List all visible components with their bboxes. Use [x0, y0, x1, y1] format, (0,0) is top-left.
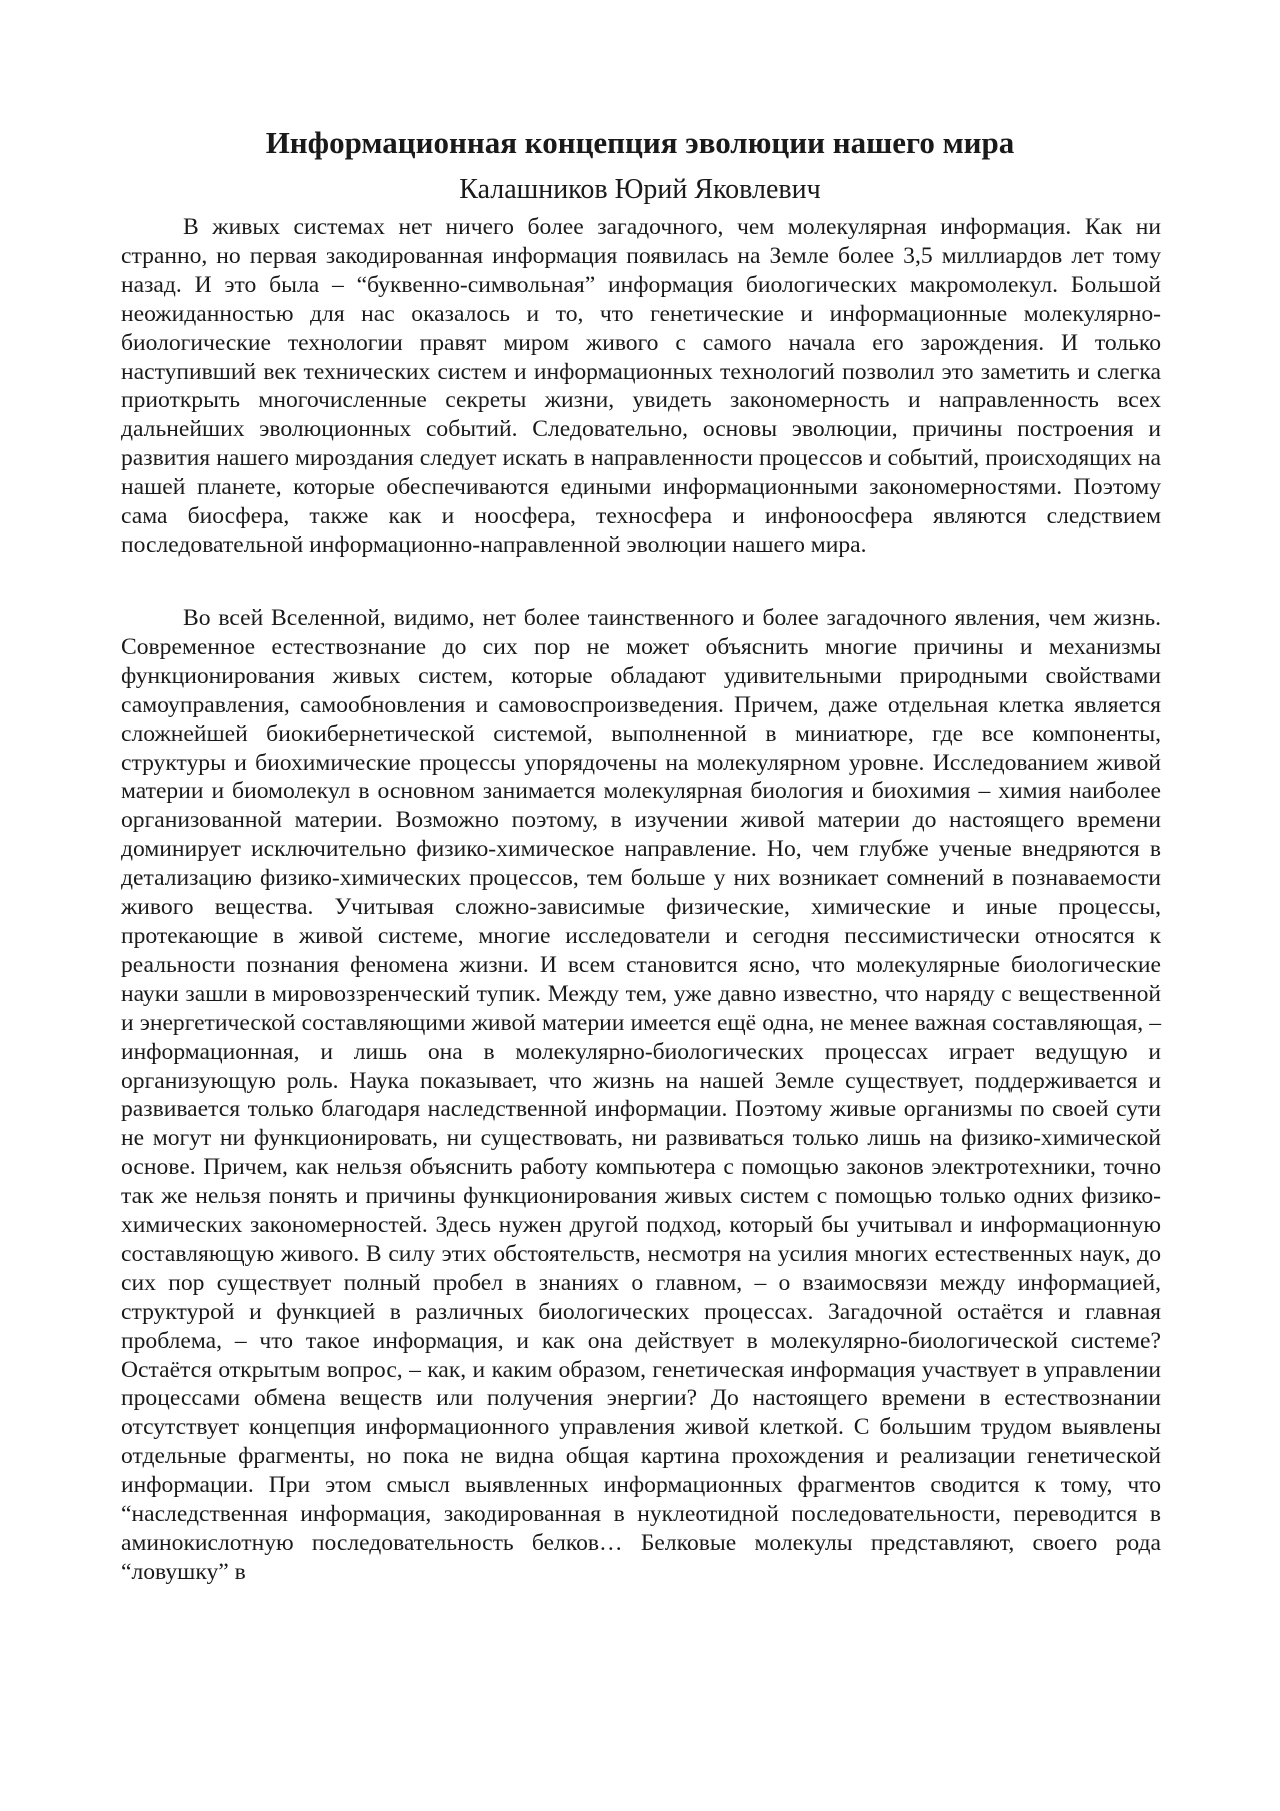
body-paragraph: В живых системах нет ничего более загадочного, чем молекулярная информация. Как ни странно, но первая закодированная информация появилась на Земле более 3,5 миллиардов лет тому назад. И это была – “буквенно-символьная” информация биологических макромолекул. Большой неожиданностью для нас оказалось и то, что генетические и информационные молекулярно-биологические технологии правят миром живого с самого начала его зарождения. И только наступивший век технических систем и информационных технологий позволил это заметить и слегка приоткрыть многочисленные секреты жизни, увидеть закономерность и направленность всех дальнейших эволюционных событий. Следовательно, основы эволюции, причины построения и развития нашего мироздания следует искать в направленности процессов и событий, происходящих на нашей планете, которые обеспечиваются едиными информационными закономерностями. Поэтому сама биосфера, также как и ноосфера, техносфера и инфоноосфера являются следствием последовательной информационно-направленной эволюции нашего мира. [121, 214, 1161, 558]
document-title: Информационная концепция эволюции нашего мира [265, 125, 1015, 160]
document-author: Калашников Юрий Яковлевич [459, 174, 821, 205]
body-paragraph: Во всей Вселенной, видимо, нет более таинственного и более загадочного явления, чем жизнь. Современное естествознание до сих пор не может объяснить многие причины и механизмы функционирования живых систем, которые обладают удивительными природными свойствами самоуправления, самообновления и самовоспроизведения. Причем, даже отдельная клетка является сложнейшей биокибернетической системой, выполненной в миниатюре, где все компоненты, структуры и биохимические процессы упорядочены на молекулярном уровне. Исследованием живой материи и биомолекул в основном занимается молекулярная биология и биохимия – химия наиболее организованной материи. Возможно поэтому, в изучении живой материи до настоящего времени доминирует исключительно физико-химическое направление. Но, чем глубже ученые внедряются в детализацию физико-химических процессов, тем больше у них возникает сомнений в познаваемости живого вещества. Учитывая сложно-зависимые физические, химические и иные процессы, протекающие в живой системе, многие исследователи и сегодня пессимистически относятся к реальности познания феномена жизни. И всем становится ясно, что молекулярные биологические науки зашли в мировоззренческий тупик. Между тем, уже давно известно, что наряду с вещественной и энергетической составляющими живой материи имеется ещё одна, не менее важная составляющая, – информационная, и лишь она в молекулярно-биологических процессах играет ведущую и организующую роль. Наука показывает, что жизнь на нашей Земле существует, поддерживается и развивается только благодаря наследственной информации. Поэтому живые организмы по своей сути не могут ни функционировать, ни существовать, ни развиваться только лишь на физико-химической основе. Причем, как нельзя объяснить работу компьютера с помощью законов электротехники, точно так же нельзя понять и причины функционирования живых систем с помощью только одних физико-химических закономерностей. Здесь нужен другой подход, который бы учитывал и информационную составляющую живого. В силу этих обстоятельств, несмотря на усилия многих естественных наук, до сих пор существует полный пробел в знаниях о главном, – о взаимосвязи между информацией, структурой и функцией в различных биологических процессах. Загадочной остаётся и главная проблема, – что такое информация, и как она действует в молекулярно-биологической системе? Остаётся открытым вопрос, – как, и каким образом, генетическая информация участвует в управлении процессами обмена веществ или получения энергии? До настоящего времени в естествознании отсутствует концепция информационного управления живой клеткой. С большим трудом выявлены отдельные фрагменты, но пока не видна общая картина прохождения и реализации генетической информации. При этом смысл выявленных информационных фрагментов сводится к тому, что “наследственная информация, закодированная в нуклеотидной последовательности, переводится в аминокислотную последовательность белков… Белковые молекулы представляют, своего рода “ловушку” в [121, 605, 1161, 1585]
